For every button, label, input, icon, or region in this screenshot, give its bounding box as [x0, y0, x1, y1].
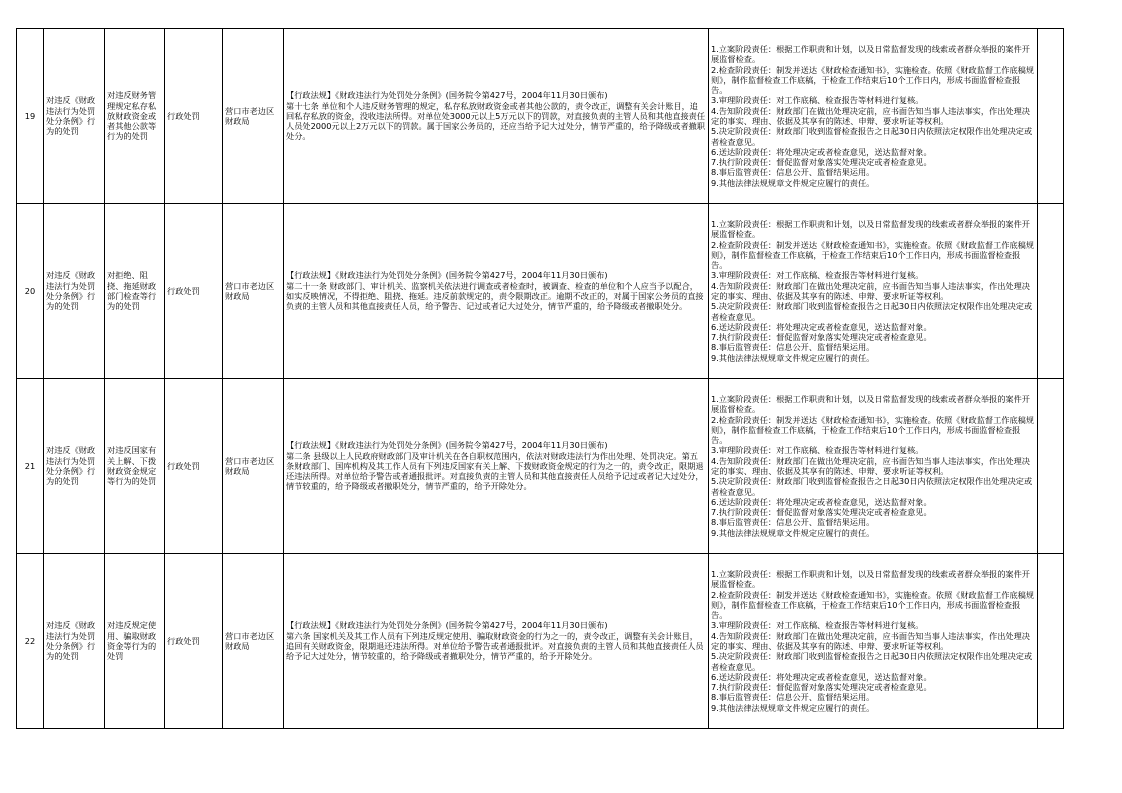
table-row [17, 379, 1064, 554]
implementing-agency: 营口市老边区财政局 [223, 554, 284, 729]
sub-item-name: 对违反财务管理规定私存私放财政资金或者其他公款等行为的处罚 [105, 29, 165, 204]
row-number: 21 [17, 379, 44, 554]
sub-item-name: 对违反国家有关上解、下拨财政资金规定等行为的处罚 [105, 379, 165, 554]
row-number: 19 [17, 29, 44, 204]
responsibility-items: 1.立案阶段责任：根据工作职责和计划，以及日常监督发现的线索或者群众举报的案件开展监督检查。 2.检查阶段责任：制发并送达《财政检查通知书》，实施检查。依照《财政监督工作底稿规则》，制作监督检查工作底稿，于检查工作结束后10个工作日内，形成书面监督检查报告。 3.审理阶段责任：对工作底稿、检查报告等材料进行复核。 4.告知阶段责任：财政部门在做出处理决定前，应书面告知当事人违法事实，作出处理决定的事实、理由、依据及其享有的陈述、申辩、要求听证等权利。 5.决定阶段责任：财政部门收到监督检查报告之日起30日内依照法定权限作出处理决定或者检查意见。 6.送达阶段责任：将处理决定或者检查意见，送达监督对象。 7.执行阶段责任：督促监督对象落实处理决定或者检查意见。 8.事后监管责任：信息公开、监督结果运用。 9.其他法律法规规章文件规定应履行的责任。 [709, 204, 1038, 379]
legal-basis: 【行政法规】《财政违法行为处罚处分条例》(国务院令第427号，2004年11月30日颁布) 第二十一条 财政部门、审计机关、监察机关依法进行调查或者检查时，被调查、检查的单位和个人应当予以配合，如实反映情况，不得拒绝、阻挠、拖延。违反前款规定的，责令限期改正。逾期不改正的，对属于国家公务员的直接负责的主管人员和其他直接责任人员，给予警告、记过或者记大过处分，情节严重的，给予降级或者撤职处分。 [284, 204, 709, 379]
remarks-cell [1038, 379, 1064, 554]
row-number: 22 [17, 554, 44, 729]
item-name: 对违反《财政违法行为处罚处分条例》行为的处罚 [44, 204, 105, 379]
item-name: 对违反《财政违法行为处罚处分条例》行为的处罚 [44, 379, 105, 554]
legal-basis: 【行政法规】《财政违法行为处罚处分条例》(国务院令第427号，2004年11月30日颁布) 第十七条 单位和个人违反财务管理的规定，私存私放财政资金或者其他公款的，责令改正，调整有关会计账目，追回私存私放的资金，没收违法所得。对单位处3000元以上5万元以下的罚款，对直接负责的主管人员和其他直接责任人员处2000元以上2万元以下的罚款。属于国家公务员的，还应当给予记大过处分，情节严重的，给予降级或者撤职处分。 [284, 29, 709, 204]
responsibility-items: 1.立案阶段责任：根据工作职责和计划，以及日常监督发现的线索或者群众举报的案件开展监督检查。 2.检查阶段责任：制发并送达《财政检查通知书》，实施检查。依照《财政监督工作底稿规则》，制作监督检查工作底稿，于检查工作结束后10个工作日内，形成书面监督检查报告。 3.审理阶段责任：对工作底稿、检查报告等材料进行复核。 4.告知阶段责任：财政部门在做出处理决定前，应书面告知当事人违法事实，作出处理决定的事实、理由、依据及其享有的陈述、申辩、要求听证等权利。 5.决定阶段责任：财政部门收到监督检查报告之日起30日内依照法定权限作出处理决定或者检查意见。 6.送达阶段责任：将处理决定或者检查意见，送达监督对象。 7.执行阶段责任：督促监督对象落实处理决定或者检查意见。 8.事后监管责任：信息公开、监督结果运用。 9.其他法律法规规章文件规定应履行的责任。 [709, 379, 1038, 554]
remarks-cell [1038, 29, 1064, 204]
remarks-cell [1038, 204, 1064, 379]
row-number: 20 [17, 204, 44, 379]
responsibility-items: 1.立案阶段责任：根据工作职责和计划，以及日常监督发现的线索或者群众举报的案件开展监督检查。 2.检查阶段责任：制发并送达《财政检查通知书》，实施检查。依照《财政监督工作底稿规则》，制作监督检查工作底稿，于检查工作结束后10个工作日内，形成书面监督检查报告。 3.审理阶段责任：对工作底稿、检查报告等材料进行复核。 4.告知阶段责任：财政部门在做出处理决定前，应书面告知当事人违法事实，作出处理决定的事实、理由、依据及其享有的陈述、申辩、要求听证等权利。 5.决定阶段责任：财政部门收到监督检查报告之日起30日内依照法定权限作出处理决定或者检查意见。 6.送达阶段责任：将处理决定或者检查意见，送达监督对象。 7.执行阶段责任：督促监督对象落实处理决定或者检查意见。 8.事后监管责任：信息公开、监督结果运用。 9.其他法律法规规章文件规定应履行的责任。 [709, 554, 1038, 729]
implementing-agency: 营口市老边区财政局 [223, 204, 284, 379]
power-list-table [16, 28, 1064, 729]
table-row [17, 29, 1064, 204]
responsibility-items: 1.立案阶段责任：根据工作职责和计划，以及日常监督发现的线索或者群众举报的案件开展监督检查。 2.检查阶段责任：制发并送达《财政检查通知书》，实施检查。依照《财政监督工作底稿规则》，制作监督检查工作底稿，于检查工作结束后10个工作日内，形成书面监督检查报告。 3.审理阶段责任：对工作底稿、检查报告等材料进行复核。 4.告知阶段责任：财政部门在做出处理决定前，应书面告知当事人违法事实，作出处理决定的事实、理由、依据及其享有的陈述、申辩、要求听证等权利。 5.决定阶段责任：财政部门收到监督检查报告之日起30日内依照法定权限作出处理决定或者检查意见。 6.送达阶段责任：将处理决定或者检查意见，送达监督对象。 7.执行阶段责任：督促监督对象落实处理决定或者检查意见。 8.事后监管责任：信息公开、监督结果运用。 9.其他法律法规规章文件规定应履行的责任。 [709, 29, 1038, 204]
implementing-agency: 营口市老边区财政局 [223, 379, 284, 554]
implementing-agency: 营口市老边区财政局 [223, 29, 284, 204]
sub-item-name: 对拒绝、阻挠、拖延财政部门检查等行为的处罚 [105, 204, 165, 379]
power-category: 行政处罚 [165, 29, 223, 204]
legal-basis: 【行政法规】《财政违法行为处罚处分条例》(国务院令第427号，2004年11月30日颁布) 第二条 县级以上人民政府财政部门及审计机关在各自职权范围内，依法对财政违法行为作出处理、处罚决定。第五条财政部门、国库机构及其工作人员有下列违反国家有关上解、下拨财政资金规定的行为之一的，责令改正，限期退还违法所得。对单位给予警告或者通报批评。对直接负责的主管人员和其他直接责任人员给予记过或者记大过处分，情节较重的，给予降级或者撤职处分，情节严重的，给予开除处分。 [284, 379, 709, 554]
power-category: 行政处罚 [165, 204, 223, 379]
power-category: 行政处罚 [165, 554, 223, 729]
legal-basis: 【行政法规】《财政违法行为处罚处分条例》(国务院令第427号，2004年11月30日颁布) 第六条 国家机关及其工作人员有下列违反规定使用、骗取财政资金的行为之一的，责令改正，调整有关会计账目，追回有关财政资金，限期退还违法所得。对单位给予警告或者通报批评。对直接负责的主管人员和其他直接责任人员给予记大过处分，情节较重的，给予降级或者撤职处分，情节严重的，给予开除处分。 [284, 554, 709, 729]
power-category: 行政处罚 [165, 379, 223, 554]
remarks-cell [1038, 554, 1064, 729]
item-name: 对违反《财政违法行为处罚处分条例》行为的处罚 [44, 29, 105, 204]
table-row [17, 554, 1064, 729]
table-row [17, 204, 1064, 379]
item-name: 对违反《财政违法行为处罚处分条例》行为的处罚 [44, 554, 105, 729]
sub-item-name: 对违反规定使用、骗取财政资金等行为的处罚 [105, 554, 165, 729]
